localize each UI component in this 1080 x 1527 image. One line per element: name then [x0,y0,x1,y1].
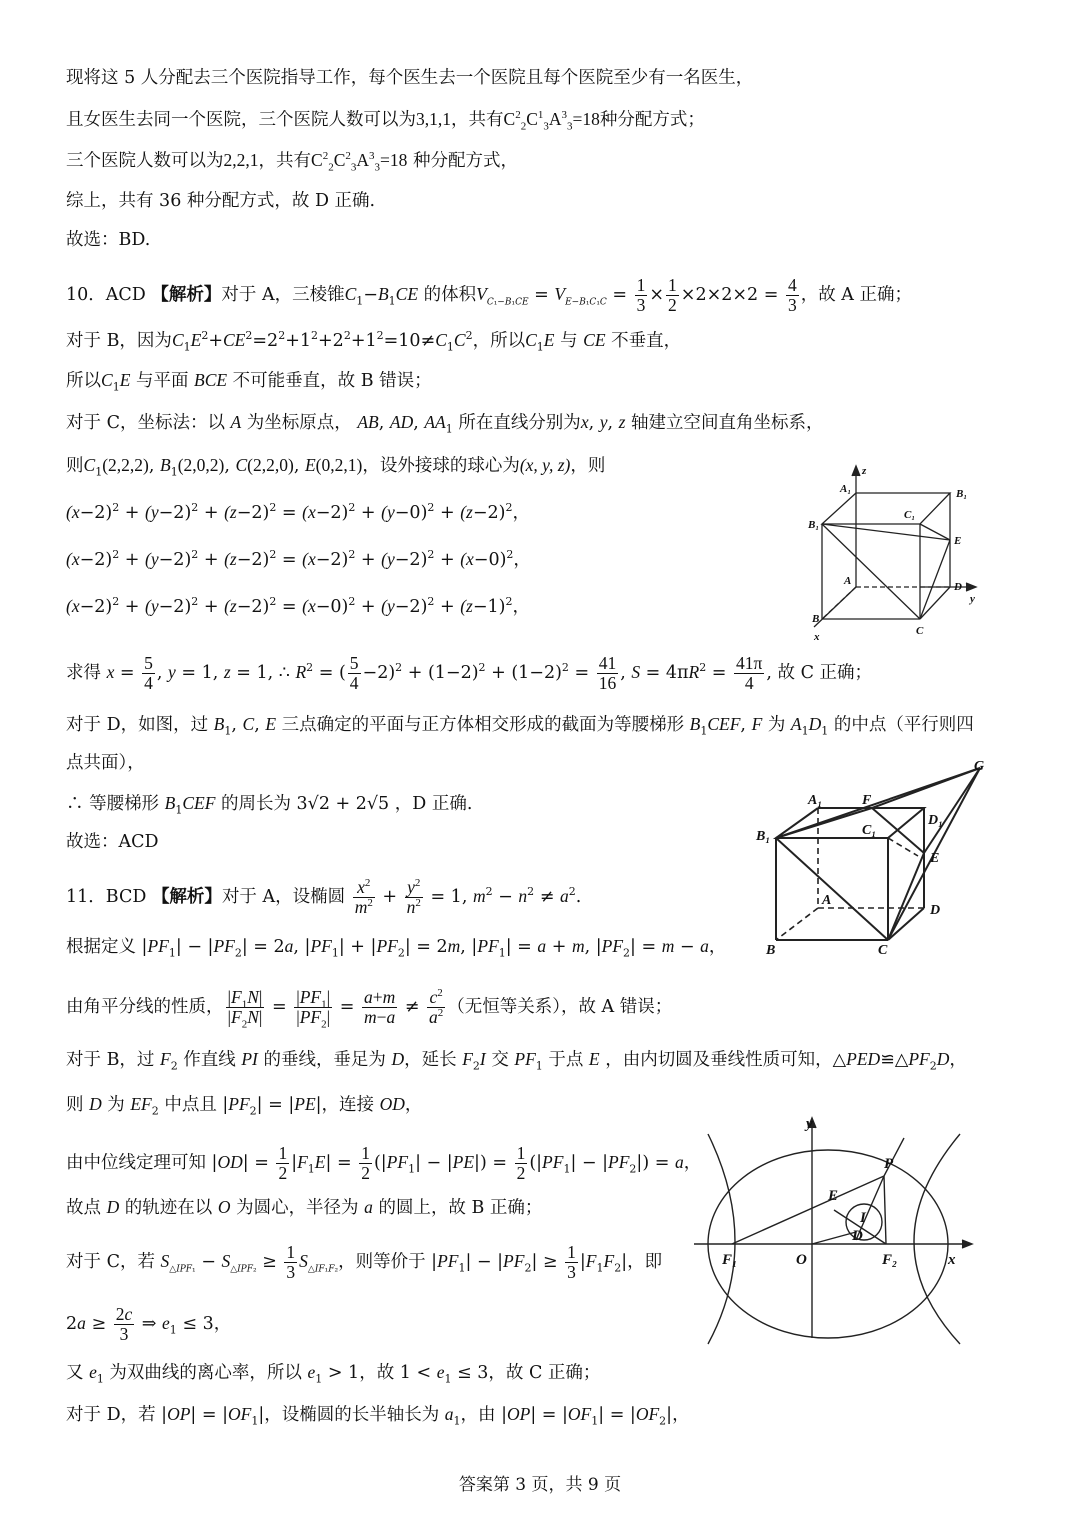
text-line: 由角平分线的性质， $\frac{|F_1N|}{|F_2N|}$ = $\frac{|PF_1|}{|PF_2|}$ = $\frac{a+m}{m-a}$ ≠ $\frac{c^2}{a^2}$ （无恒等关系），故 A 错误； [66,987,673,1031]
cube-coordinate-figure [800,462,990,644]
svg-text:C: C [878,943,888,958]
text-line: 故选：ACD [66,832,159,852]
text-line: 三个医院人数可以为2,2,1，共有$C^2_2C^2_3A^3_3=18$ 种分配方式， [66,150,518,174]
cube-section-figure [752,758,992,958]
text-line: 根据定义 $|PF_1| - |PF_2| = 2a$, $|PF_1| + |PF_2| = 2m$, $|PF_1| = a + m$, $|PF_2| = m - a$， [66,936,727,960]
text-line: 现将这 5 人分配去三个医院指导工作，每个医生去一个医院且每个医院至少有一名医生， [66,68,754,88]
text-line: 对于 B，过 $F_2$ 作直线 PI 的垂线，垂足为 D，延长 $F_2I$ 交 $PF_1$ 于点 E ，由内切圆及垂线性质可知，$\triangle PED≌\triangle PF_2D$， [66,1049,967,1073]
svg-text:y: y [806,1116,813,1132]
svg-text:G: G [974,759,985,774]
svg-text:C₁: C₁ [904,509,916,521]
text-line: 点共面）， [66,753,145,773]
text-line: 2a ≥ $\frac{2c}{3}$ ⇒ $e_1 \le 3$， [66,1304,232,1344]
svg-text:x: x [948,1252,956,1268]
q11-header: 11．BCD 【解析】对于 A，设椭圆 $\frac{x^2}{m^2}$ + $\frac{y^2}{n^2}$ = 1, $m^2 - n^2 \ne a^2$. [66,877,582,917]
text-line: 故点 D 的轨迹在以 O 为圆心，半径为 a 的圆上，故 B 正确； [66,1197,543,1218]
text-line: 求得 x = $\frac{5}{4}$ , y = 1, z = 1, ∴ $R^2$ = ( $\frac{5}{4}$ $-2)^2 + (1-2)^2 + (1-2)^2$ = $\frac{41}{16}$ , $S = 4\pi R^2$ = $\frac{41\pi}{4}$ , 故 C 正确； [66,653,873,693]
text-line: 对于 C，若 $S_{\triangle IPF_1} - S_{\triangle IPF_2}$ ≥ $\frac{1}{3}$ $S_{\triangle IF_1F_2}$，则等价于 $|PF_1| - |PF_2|$ ≥ $\frac{1}{3}$ $|F_1F_2|$，即 [66,1242,663,1282]
svg-text:A₁: A₁ [808,793,823,808]
svg-text:A: A [844,575,852,587]
svg-text:B: B [766,943,776,958]
text-line: 所以$C_1E$ 与平面 BCE 不可能垂直，故 B 错误； [66,370,432,394]
q10-header: 10．ACD 【解析】对于 A，三棱锥$C_1-B_1CE$ 的体积$V_{C_1-B_1CE} = V_{E-B_1C_1C}$ = $\frac{1}{3}$ × $\frac{1}{2}$ ×2×2×2 = $\frac{4}{3}$ ，故 A 正确； [66,275,912,315]
text-line: 由中位线定理可知 |OD| = $\frac{1}{2}$ $|F_1E|$ = $\frac{1}{2}$ $(|PF_1| - |PE|)$ = $\frac{1}{2}$ $(|PF_1| - |PF_2|) = a$， [66,1143,702,1183]
ellipse-hyperbola-figure [690,1112,990,1347]
text-line: ∴ 等腰梯形 $B_1CEF$ 的周长为 3√2 + 2√5 ，D 正确. [66,793,473,817]
text-line: 则 D 为 $EF_2$ 中点且 $|PF_2| = |PE|$，连接 OD， [66,1094,423,1118]
svg-text:F₂: F₂ [882,1252,898,1268]
text-line: 综上，共有 36 种分配方式，故 D 正确. [66,191,376,211]
svg-text:C₁: C₁ [862,823,877,838]
svg-text:E: E [954,535,962,547]
text-line: 对于 D，若 $|OP| = |OF_1|$，设椭圆的长半轴长为 $a_1$，由 $|OP| = |OF_1| = |OF_2|$， [66,1404,690,1428]
page-footer: 答案第 3 页，共 9 页 [458,1475,622,1495]
svg-text:x: x [814,631,820,643]
text-line: $(x-2)^2 + (y-2)^2 + (z-2)^2 = (x-0)^2 + (y-2)^2 + (z-1)^2$， [66,595,530,617]
svg-text:z: z [862,465,867,477]
svg-text:A₁: A₁ [840,483,852,495]
text-line: 又 $e_1$ 为双曲线的离心率，所以 $e_1 > 1$，故 $1 < e_1 \le 3$，故 C 正确； [66,1362,601,1386]
text-line: 对于 B，因为$C_1E^2+CE^2=2^2+1^2+2^2+1^2=10\ne C_1C^2$，所以$C_1E$ 与 CE 不垂直， [66,329,682,354]
svg-text:F₁: F₁ [722,1252,738,1268]
text-line: 则$C_1(2,2,2)$, $B_1(2,0,2)$, C(2,2,0), E(0,2,1)，设外接球的球心为(x, y, z)，则 [66,455,606,479]
svg-text:E: E [930,851,940,866]
svg-text:D: D [954,581,962,593]
svg-text:y: y [970,593,975,605]
svg-text:D: D [930,903,941,918]
svg-text:B: B [812,613,820,625]
svg-text:A: A [822,893,832,908]
svg-text:B₁: B₁ [956,488,968,500]
text-line: 对于 D，如图，过 $B_1$, C, E 三点确定的平面与正方体相交形成的截面为等腰梯形 $B_1CEF$, F 为 $A_1D_1$ 的中点（平行则四 [66,714,974,738]
svg-text:D₁: D₁ [928,813,943,828]
svg-text:P: P [884,1156,894,1172]
svg-text:B₁: B₁ [808,519,820,531]
svg-text:C: C [916,625,924,637]
text-line: $(x-2)^2 + (y-2)^2 + (z-2)^2 = (x-2)^2 + (y-0)^2 + (z-2)^2$， [66,501,530,523]
svg-text:E: E [828,1188,839,1204]
svg-text:I: I [860,1210,866,1226]
svg-text:O: O [796,1252,807,1268]
svg-text:D: D [852,1228,863,1244]
text-line: 对于 C，坐标法：以 A 为坐标原点， AB, AD, $AA_1$ 所在直线分别为x, y, z 轴建立空间直角坐标系， [66,412,824,436]
svg-text:B₁: B₁ [756,829,771,844]
svg-text:F: F [862,793,872,808]
text-line: 且女医生去同一个医院，三个医院人数可以为3,1,1，共有$C^2_2C^1_3A^3_3=18$种分配方式； [66,109,705,133]
text-line: $(x-2)^2 + (y-2)^2 + (z-2)^2 = (x-2)^2 + (y-2)^2 + (x-0)^2$， [66,548,531,570]
text-line: 故选：BD. [66,230,151,250]
